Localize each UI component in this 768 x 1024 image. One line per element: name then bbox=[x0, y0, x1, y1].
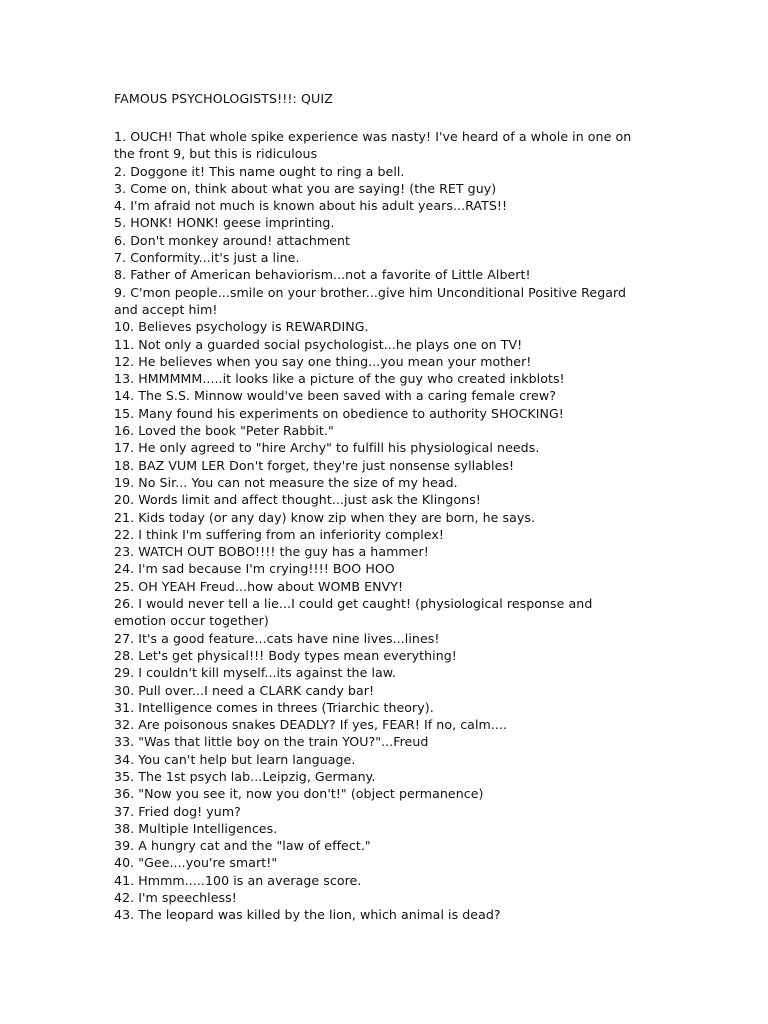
quiz-item-text: No Sir... You can not measure the size of my head. bbox=[138, 474, 458, 490]
quiz-item-text: "Now you see it, now you don't!" (object permanence) bbox=[138, 786, 484, 802]
quiz-item bbox=[114, 543, 644, 560]
quiz-item-number: 27. bbox=[114, 630, 135, 646]
quiz-item bbox=[114, 733, 644, 750]
quiz-item bbox=[114, 630, 644, 647]
quiz-item-number: 22. bbox=[114, 526, 135, 542]
quiz-item-number: 7. bbox=[114, 250, 127, 266]
quiz-item-text: Come on, think about what you are saying! (the RET guy) bbox=[130, 180, 497, 196]
quiz-item-number: 12. bbox=[114, 353, 135, 369]
quiz-item-number: 15. bbox=[114, 405, 135, 421]
quiz-item-number: 5. bbox=[114, 215, 127, 231]
quiz-item bbox=[114, 647, 644, 664]
quiz-item-text: The leopard was killed by the lion, which animal is dead? bbox=[138, 907, 501, 923]
quiz-item-number: 39. bbox=[114, 838, 135, 854]
quiz-item-number: 28. bbox=[114, 647, 135, 663]
quiz-item-text: You can't help but learn language. bbox=[138, 751, 356, 767]
quiz-item-text: WATCH OUT BOBO!!!! the guy has a hammer! bbox=[138, 544, 429, 560]
quiz-item-text: Believes psychology is REWARDING. bbox=[138, 319, 369, 335]
quiz-item bbox=[114, 768, 644, 785]
quiz-item-number: 24. bbox=[114, 561, 135, 577]
quiz-item bbox=[114, 266, 644, 283]
quiz-item bbox=[114, 699, 644, 716]
quiz-item bbox=[114, 785, 644, 802]
quiz-item-text: I'm speechless! bbox=[138, 890, 237, 906]
quiz-item-number: 14. bbox=[114, 388, 135, 404]
quiz-item bbox=[114, 128, 644, 163]
quiz-item-text: OH YEAH Freud...how about WOMB ENVY! bbox=[138, 578, 404, 594]
quiz-item-number: 31. bbox=[114, 699, 135, 715]
quiz-item bbox=[114, 318, 644, 335]
quiz-item-text: I'm sad because I'm crying!!!! BOO HOO bbox=[138, 561, 395, 577]
quiz-item-text: I would never tell a lie...I could get caught! (physiological response and emotion occur together) bbox=[114, 596, 593, 629]
quiz-item bbox=[114, 214, 644, 231]
quiz-item bbox=[114, 595, 644, 630]
quiz-item-number: 29. bbox=[114, 665, 135, 681]
quiz-item-number: 20. bbox=[114, 492, 135, 508]
quiz-item bbox=[114, 854, 644, 871]
quiz-item bbox=[114, 353, 644, 370]
quiz-item-text: Kids today (or any day) know zip when they are born, he says. bbox=[138, 509, 536, 525]
quiz-item-text: He believes when you say one thing...you mean your mother! bbox=[138, 353, 532, 369]
quiz-item-number: 41. bbox=[114, 872, 135, 888]
quiz-item-text: BAZ VUM LER Don't forget, they're just nonsense syllables! bbox=[138, 457, 515, 473]
quiz-item-text: Multiple Intelligences. bbox=[138, 820, 278, 836]
quiz-item-text: Intelligence comes in threes (Triarchic theory). bbox=[138, 699, 434, 715]
quiz-item-number: 21. bbox=[114, 509, 135, 525]
quiz-item-text: Conformity...it's just a line. bbox=[130, 250, 300, 266]
quiz-item bbox=[114, 249, 644, 266]
quiz-item-text: HMMMMM.....it looks like a picture of the guy who created inkblots! bbox=[138, 371, 565, 387]
quiz-item-text: I'm afraid not much is known about his adult years...RATS!! bbox=[130, 198, 508, 214]
quiz-item bbox=[114, 889, 644, 906]
quiz-item bbox=[114, 422, 644, 439]
quiz-item-number: 38. bbox=[114, 820, 135, 836]
quiz-item bbox=[114, 872, 644, 889]
quiz-item-number: 19. bbox=[114, 474, 135, 490]
quiz-item bbox=[114, 163, 644, 180]
quiz-item-number: 37. bbox=[114, 803, 135, 819]
quiz-item-text: Not only a guarded social psychologist...he plays one on TV! bbox=[138, 336, 523, 352]
quiz-item bbox=[114, 387, 644, 404]
quiz-item-number: 9. bbox=[114, 284, 127, 300]
quiz-item bbox=[114, 197, 644, 214]
quiz-item bbox=[114, 820, 644, 837]
quiz-item-text: Don't monkey around! attachment bbox=[130, 232, 351, 248]
quiz-item-text: HONK! HONK! geese imprinting. bbox=[130, 215, 335, 231]
quiz-item-text: I think I'm suffering from an inferiority complex! bbox=[138, 526, 444, 542]
quiz-item-text: Doggone it! This name ought to ring a bell. bbox=[130, 163, 405, 179]
quiz-item-number: 32. bbox=[114, 717, 135, 733]
quiz-item-number: 11. bbox=[114, 336, 135, 352]
quiz-item-number: 6. bbox=[114, 232, 127, 248]
quiz-item bbox=[114, 232, 644, 249]
quiz-item-number: 36. bbox=[114, 786, 135, 802]
quiz-item-text: Are poisonous snakes DEADLY? If yes, FEAR! If no, calm.... bbox=[138, 717, 508, 733]
quiz-item bbox=[114, 578, 644, 595]
quiz-item-number: 26. bbox=[114, 596, 135, 612]
quiz-item-text: "Gee....you're smart!" bbox=[138, 855, 278, 871]
quiz-page bbox=[114, 90, 644, 924]
quiz-item-text: I couldn't kill myself...its against the law. bbox=[138, 665, 397, 681]
quiz-item bbox=[114, 803, 644, 820]
quiz-item-text: It's a good feature...cats have nine lives...lines! bbox=[138, 630, 440, 646]
quiz-item bbox=[114, 336, 644, 353]
quiz-item-text: Fried dog! yum? bbox=[138, 803, 241, 819]
quiz-item-number: 3. bbox=[114, 180, 127, 196]
quiz-item-number: 2. bbox=[114, 163, 127, 179]
quiz-item-text: Hmmm.....100 is an average score. bbox=[138, 872, 362, 888]
quiz-item-text: Father of American behaviorism...not a favorite of Little Albert! bbox=[130, 267, 531, 283]
quiz-item bbox=[114, 526, 644, 543]
quiz-item-number: 13. bbox=[114, 371, 135, 387]
quiz-list bbox=[114, 128, 644, 924]
quiz-item-text: A hungry cat and the "law of effect." bbox=[138, 838, 371, 854]
quiz-item-text: OUCH! That whole spike experience was nasty! I've heard of a whole in one on the front 9, but this is ridiculous bbox=[114, 129, 632, 162]
quiz-item-number: 30. bbox=[114, 682, 135, 698]
quiz-item-text: The S.S. Minnow would've been saved with a caring female crew? bbox=[138, 388, 556, 404]
quiz-item-number: 16. bbox=[114, 423, 135, 439]
quiz-item bbox=[114, 560, 644, 577]
quiz-item bbox=[114, 682, 644, 699]
page-title: FAMOUS PSYCHOLOGISTS!!!: QUIZ bbox=[114, 91, 333, 106]
quiz-item-number: 18. bbox=[114, 457, 135, 473]
quiz-item-text: Words limit and affect thought...just ask the Klingons! bbox=[138, 492, 481, 508]
quiz-item-number: 25. bbox=[114, 578, 135, 594]
quiz-item-text: He only agreed to "hire Archy" to fulfill his physiological needs. bbox=[138, 440, 540, 456]
quiz-item-text: Loved the book "Peter Rabbit." bbox=[138, 423, 334, 439]
quiz-item-text: C'mon people...smile on your brother...give him Unconditional Positive Regard and accept him! bbox=[114, 284, 627, 317]
quiz-item-text: The 1st psych lab...Leipzig, Germany. bbox=[138, 768, 376, 784]
quiz-item bbox=[114, 509, 644, 526]
quiz-item bbox=[114, 906, 644, 923]
quiz-item-number: 43. bbox=[114, 907, 135, 923]
quiz-item-text: Pull over...I need a CLARK candy bar! bbox=[138, 682, 375, 698]
quiz-item bbox=[114, 439, 644, 456]
quiz-item bbox=[114, 664, 644, 681]
quiz-item-number: 8. bbox=[114, 267, 127, 283]
quiz-item-number: 4. bbox=[114, 198, 127, 214]
quiz-item bbox=[114, 751, 644, 768]
quiz-item-text: Many found his experiments on obedience to authority SHOCKING! bbox=[138, 405, 564, 421]
quiz-item-number: 10. bbox=[114, 319, 135, 335]
quiz-item bbox=[114, 474, 644, 491]
quiz-item bbox=[114, 457, 644, 474]
quiz-item bbox=[114, 180, 644, 197]
quiz-item-number: 35. bbox=[114, 768, 135, 784]
quiz-item bbox=[114, 284, 644, 319]
quiz-item bbox=[114, 837, 644, 854]
quiz-item-text: Let's get physical!!! Body types mean everything! bbox=[138, 647, 457, 663]
quiz-item bbox=[114, 370, 644, 387]
quiz-item bbox=[114, 405, 644, 422]
quiz-item-number: 40. bbox=[114, 855, 135, 871]
quiz-item-number: 23. bbox=[114, 544, 135, 560]
quiz-item bbox=[114, 716, 644, 733]
quiz-item-number: 1. bbox=[114, 129, 127, 144]
quiz-item-number: 33. bbox=[114, 734, 135, 750]
quiz-item-number: 17. bbox=[114, 440, 135, 456]
quiz-item bbox=[114, 491, 644, 508]
quiz-item-text: "Was that little boy on the train YOU?"...Freud bbox=[138, 734, 429, 750]
quiz-item-number: 34. bbox=[114, 751, 135, 767]
quiz-item-number: 42. bbox=[114, 890, 135, 906]
